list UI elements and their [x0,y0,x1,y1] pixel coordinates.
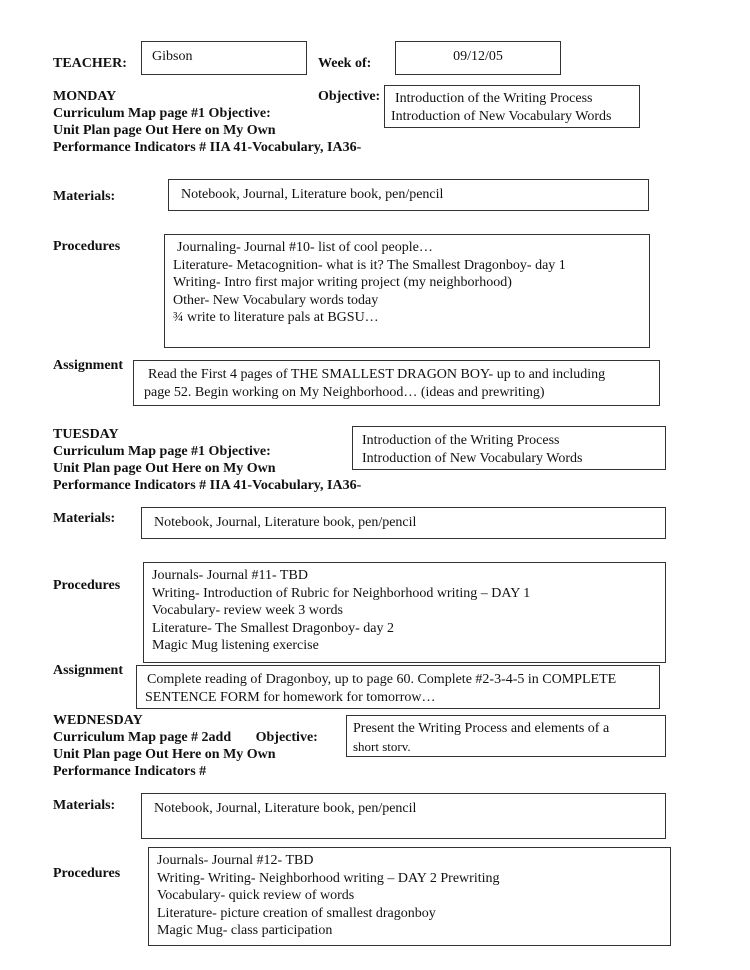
monday-materials-box[interactable] [168,179,649,211]
monday-objective-box[interactable] [384,85,640,128]
materials-value: Notebook, Journal, Literature book, pen/pencil [181,187,444,202]
objective-line: Introduction of the Writing Process [362,433,560,448]
wednesday-procedures-box[interactable] [148,847,671,946]
wednesday-day-label: WEDNESDAY [53,713,143,728]
objective-line: Introduction of New Vocabulary Words [391,108,612,124]
assignment-line: Read the First 4 pages of THE SMALLEST DRAGON BOY- up to and including [148,367,606,382]
tuesday-objective-box[interactable] [352,426,666,470]
procedure-line: Writing- Writing- Neighborhood writing – DAY 2 Prewriting [157,870,500,886]
procedure-line: Other- New Vocabulary words today [173,292,379,308]
wednesday-unit-plan: Unit Plan page Out Here on My Own [53,747,276,762]
procedure-line: Journaling- Journal #10- list of cool people… [177,240,433,255]
tuesday-performance-indicators: Performance Indicators # IIA 41-Vocabulary, IA36- [53,478,362,493]
monday-materials-label: Materials: [53,189,116,204]
teacher-label: TEACHER: [53,56,127,71]
assignment-line: page 52. Begin working on My Neighborhood… (ideas and prewriting) [144,384,545,400]
materials-value: Notebook, Journal, Literature book, pen/pencil [154,801,417,816]
tuesday-curriculum-map: Curriculum Map page #1 Objective: [53,444,271,459]
objective-line: Present the Writing Process and elements of a [353,721,610,736]
procedure-line: Magic Mug listening exercise [152,638,319,653]
monday-performance-indicators: Performance Indicators # IIA 41-Vocabulary, IA36- [53,140,362,155]
procedure-line: Literature- Metacognition- what is it? The Smallest Dragonboy- day 1 [173,257,566,273]
tuesday-procedures-box[interactable] [143,562,666,663]
assignment-line: SENTENCE FORM for homework for tomorrow… [145,689,436,705]
teacher-value: Gibson [152,49,193,64]
monday-day-label: MONDAY [53,89,117,104]
teacher-field[interactable] [141,41,307,75]
wednesday-materials-label: Materials: [53,798,116,813]
tuesday-materials-box[interactable] [141,507,666,539]
monday-assignment-box[interactable] [133,360,660,406]
monday-procedures-box[interactable] [164,234,650,348]
procedure-line: Vocabulary- quick review of words [157,888,355,903]
tuesday-materials-label: Materials: [53,511,116,526]
procedure-line: Journals- Journal #12- TBD [157,853,314,868]
wednesday-materials-box[interactable] [141,793,666,839]
procedure-line: Journals- Journal #11- TBD [152,568,308,583]
procedure-line: Vocabulary- review week 3 words [152,603,344,618]
materials-value: Notebook, Journal, Literature book, pen/pencil [154,515,417,530]
monday-objective-label: Objective: [318,89,381,104]
procedure-line: Magic Mug- class participation [157,923,333,938]
procedure-line: Literature- The Smallest Dragonboy- day 2 [152,620,394,636]
wednesday-objective-box[interactable] [346,715,666,757]
tuesday-procedures-label: Procedures [53,578,121,593]
procedure-line: Writing- Intro first major writing project (my neighborhood) [173,275,512,290]
procedure-line: Writing- Introduction of Rubric for Neighborhood writing – DAY 1 [152,585,531,601]
objective-line: Introduction of New Vocabulary Words [362,450,583,466]
procedure-line: ¾ write to literature pals at BGSU… [173,310,379,325]
procedure-line: Literature- picture creation of smallest dragonboy [157,905,436,921]
monday-curriculum-map: Curriculum Map page #1 Objective: [53,106,271,121]
objective-line: short storv. [353,738,411,754]
monday-unit-plan: Unit Plan page Out Here on My Own [53,123,276,138]
objective-line: Introduction of the Writing Process [395,91,593,106]
week-of-field[interactable] [395,41,561,75]
week-of-label: Week of: [318,56,372,71]
wednesday-performance-indicators: Performance Indicators # [53,764,207,779]
week-of-value: 09/12/05 [453,49,503,64]
monday-assignment-label: Assignment [53,358,124,373]
tuesday-day-label: TUESDAY [53,427,119,442]
monday-procedures-label: Procedures [53,239,121,254]
tuesday-unit-plan: Unit Plan page Out Here on My Own [53,461,276,476]
assignment-line: Complete reading of Dragonboy, up to page 60. Complete #2-3-4-5 in COMPLETE [147,672,617,687]
tuesday-assignment-box[interactable] [136,665,660,709]
wednesday-curriculum-map: Curriculum Map page # 2add Objective: [53,730,318,745]
tuesday-assignment-label: Assignment [53,663,124,678]
wednesday-procedures-label: Procedures [53,866,121,881]
